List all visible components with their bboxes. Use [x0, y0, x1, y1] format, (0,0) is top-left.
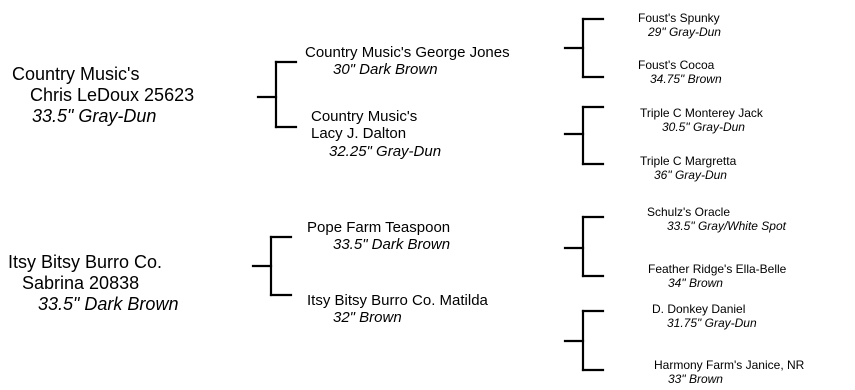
animal-0-sire	[305, 44, 510, 79]
animal-0-sire-sire-name: Foust's Spunky	[638, 11, 720, 25]
animal-1-sire-dam-description: 34" Brown	[668, 275, 723, 290]
animal-0-dam-sire-description: 30.5" Gray-Dun	[662, 119, 745, 134]
animal-0-dam-dam-description: 36" Gray-Dun	[654, 167, 727, 182]
animal-0-dam-description: 32.25" Gray-Dun	[329, 142, 442, 160]
animal-0-dam-sire-name: Triple C Monterey Jack	[640, 106, 763, 120]
animal-0-dam-sire	[640, 107, 763, 135]
animal-1-sire-sire	[647, 206, 786, 234]
animal-1-dam-sire	[652, 303, 757, 331]
animal-0-sire-description: 30" Dark Brown	[333, 61, 438, 79]
animal-0-dam	[311, 108, 441, 160]
animal-1-sire-sire-description: 33.5" Gray/White Spot	[667, 218, 786, 233]
animal-1-dam-dam	[654, 359, 804, 387]
animal-0-sire-sire	[638, 12, 721, 40]
animal-1-description: 33.5" Dark Brown	[38, 293, 179, 314]
animal-1-sire-sire-name: Schulz's Oracle	[647, 205, 730, 219]
animal-1-name-line-1: Itsy Bitsy Burro Co.	[8, 252, 163, 272]
animal-1-dam	[307, 292, 488, 327]
animal-1-name-line-2: Sabrina 20838	[22, 272, 140, 293]
animal-0-dam-name-line-2: Lacy J. Dalton	[311, 125, 407, 143]
animal-0-sire-sire-description: 29" Gray-Dun	[648, 24, 721, 39]
animal-1-dam-sire-name: D. Donkey Daniel	[652, 302, 746, 316]
animal-1	[8, 252, 178, 315]
animal-1-dam-name: Itsy Bitsy Burro Co. Matilda	[307, 292, 488, 309]
animal-1-dam-dam-description: 33" Brown	[668, 371, 723, 386]
animal-1-sire-name: Pope Farm Teaspoon	[307, 219, 451, 236]
animal-0-dam-dam	[640, 155, 736, 183]
animal-0-name-line-2: Chris LeDoux 25623	[30, 84, 195, 105]
animal-0-sire-dam	[638, 59, 722, 87]
animal-1-dam-dam-name: Harmony Farm's Janice, NR	[654, 358, 805, 372]
animal-0-name-line-1: Country Music's	[12, 64, 140, 84]
animal-0-description: 33.5" Gray-Dun	[32, 105, 157, 126]
animal-0-sire-dam-description: 34.75" Brown	[650, 71, 722, 86]
animal-1-sire-description: 33.5" Dark Brown	[333, 236, 451, 254]
animal-1-sire-dam-name: Feather Ridge's Ella-Belle	[648, 262, 787, 276]
animal-0-dam-name-line-1: Country Music's	[311, 108, 418, 125]
animal-0-sire-dam-name: Foust's Cocoa	[638, 58, 715, 72]
animal-1-sire	[307, 219, 450, 254]
animal-0	[12, 64, 194, 127]
animal-1-sire-dam	[648, 263, 786, 291]
animal-1-dam-sire-description: 31.75" Gray-Dun	[667, 315, 757, 330]
animal-0-sire-name: Country Music's George Jones	[305, 44, 510, 61]
animal-0-dam-dam-name: Triple C Margretta	[640, 154, 737, 168]
animal-1-dam-description: 32" Brown	[333, 309, 402, 327]
